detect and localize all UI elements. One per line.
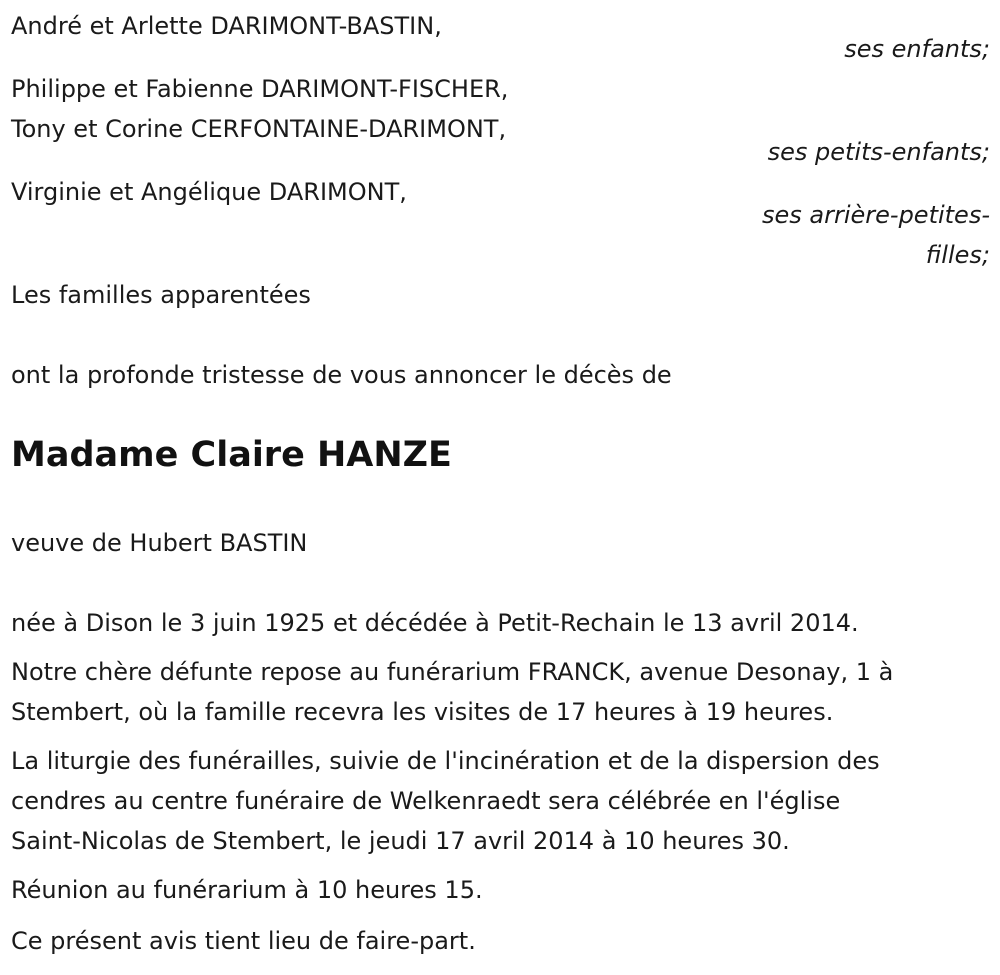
spouse-line: veuve de Hubert BASTIN xyxy=(11,529,308,557)
deceased-name: Madame Claire HANZE xyxy=(11,435,452,475)
announcement: ont la profonde tristesse de vous annoncer le décès de xyxy=(11,361,672,389)
liturgy-line-2: cendres au centre funéraire de Welkenraedt sera célébrée en l'église xyxy=(11,787,841,815)
great-grandchildren-names: Virginie et Angélique DARIMONT, xyxy=(11,178,407,206)
grandchildren-names-2: Tony et Corine CERFONTAINE-DARIMONT, xyxy=(11,115,507,143)
birth-death-line: née à Dison le 3 juin 1925 et décédée à Petit-Rechain le 13 avril 2014. xyxy=(11,609,859,637)
children-names: André et Arlette DARIMONT-BASTIN, xyxy=(11,12,442,40)
great-grandchildren-role-1: ses arrière-petites- xyxy=(762,201,990,229)
grandchildren-names-1: Philippe et Fabienne DARIMONT-FISCHER, xyxy=(11,75,509,103)
liturgy-line-3: Saint-Nicolas de Stembert, le jeudi 17 avril 2014 à 10 heures 30. xyxy=(11,827,790,855)
children-role: ses enfants; xyxy=(844,35,990,63)
rest-line-1: Notre chère défunte repose au funérarium FRANCK, avenue Desonay, 1 à xyxy=(11,658,894,686)
liturgy-line-1: La liturgie des funérailles, suivie de l'incinération et de la dispersion des xyxy=(11,747,880,775)
rest-line-2: Stembert, où la famille recevra les visites de 17 heures à 19 heures. xyxy=(11,698,834,726)
great-grandchildren-role-2: filles; xyxy=(925,241,990,269)
grandchildren-role: ses petits-enfants; xyxy=(767,138,990,166)
meeting-line: Réunion au funérarium à 10 heures 15. xyxy=(11,876,483,904)
related-families: Les familles apparentées xyxy=(11,281,311,309)
notice-line: Ce présent avis tient lieu de faire-part. xyxy=(11,927,476,955)
